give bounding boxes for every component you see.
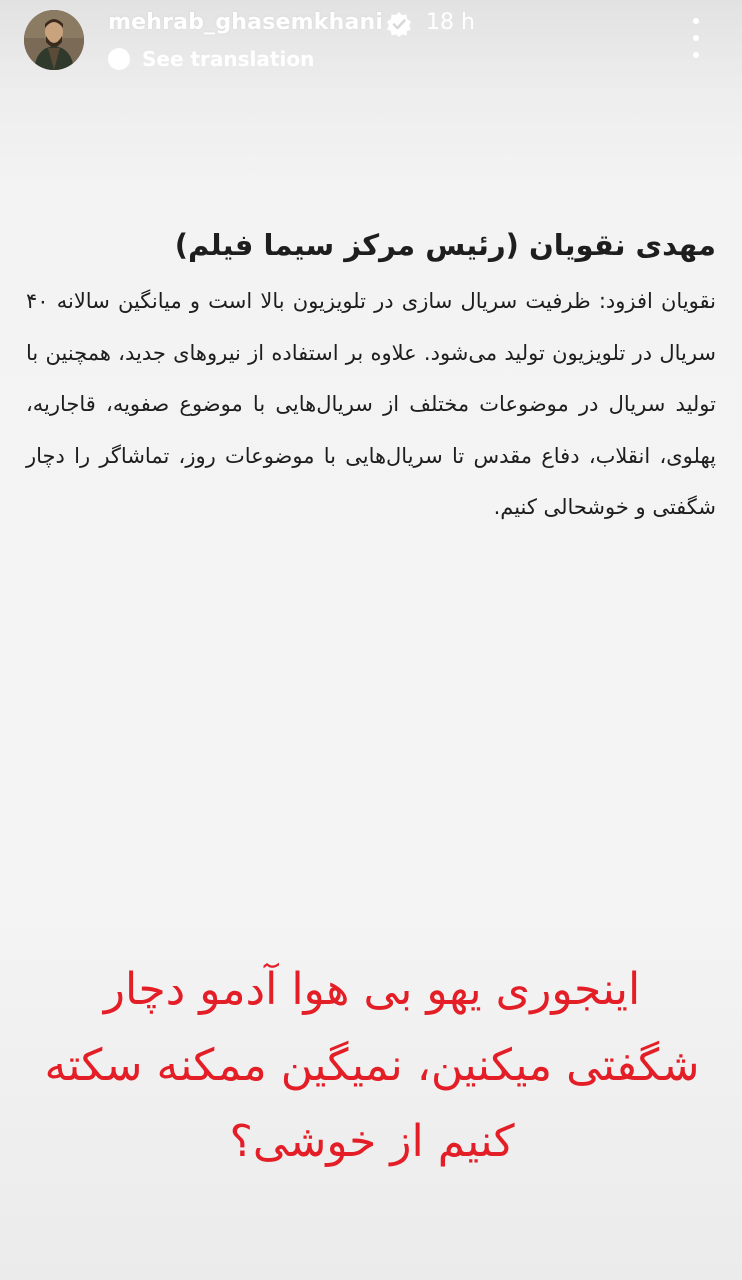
profile-avatar[interactable]: [24, 10, 84, 70]
more-dot: [693, 35, 699, 41]
username[interactable]: mehrab_ghasemkhani: [108, 10, 384, 35]
see-translation-button[interactable]: [108, 46, 314, 72]
more-dot: [693, 52, 699, 58]
translate-icon: [108, 48, 130, 70]
article-body: نقویان افزود: ظرفیت سریال سازی در تلویزیون بالا است و میانگین سالانه ۴۰ سریال در تلویزیون تولید می‌شود. علاوه بر استفاده از نیروهای جدید، همچنین با تولید سریال در موضوعات مختلف از سریال‌هایی با موضوع صفویه، قاجاریه، پهلوی، انقلاب، دفاع مقدس تا سریال‌هایی با موضوعات روز، تماشاگر را دچار شگفتی و خوشحالی کنیم.: [26, 289, 716, 519]
see-translation-label: See translation: [142, 47, 315, 71]
verified-badge-icon: [386, 11, 412, 37]
more-options-icon[interactable]: [682, 18, 710, 58]
post-time: 18 h: [426, 10, 475, 35]
story-header: [0, 0, 742, 90]
story-caption: اینجوری یهو بی هوا آدمو دچار شگفتی میکنین، نمیگین ممکنه سکته کنیم از خوشی؟: [44, 964, 700, 1167]
avatar-image: [24, 10, 84, 70]
more-dot: [693, 18, 699, 24]
article-title: مهدی نقویان (رئیس مرکز سیما فیلم): [174, 228, 716, 262]
news-article: [26, 220, 716, 534]
